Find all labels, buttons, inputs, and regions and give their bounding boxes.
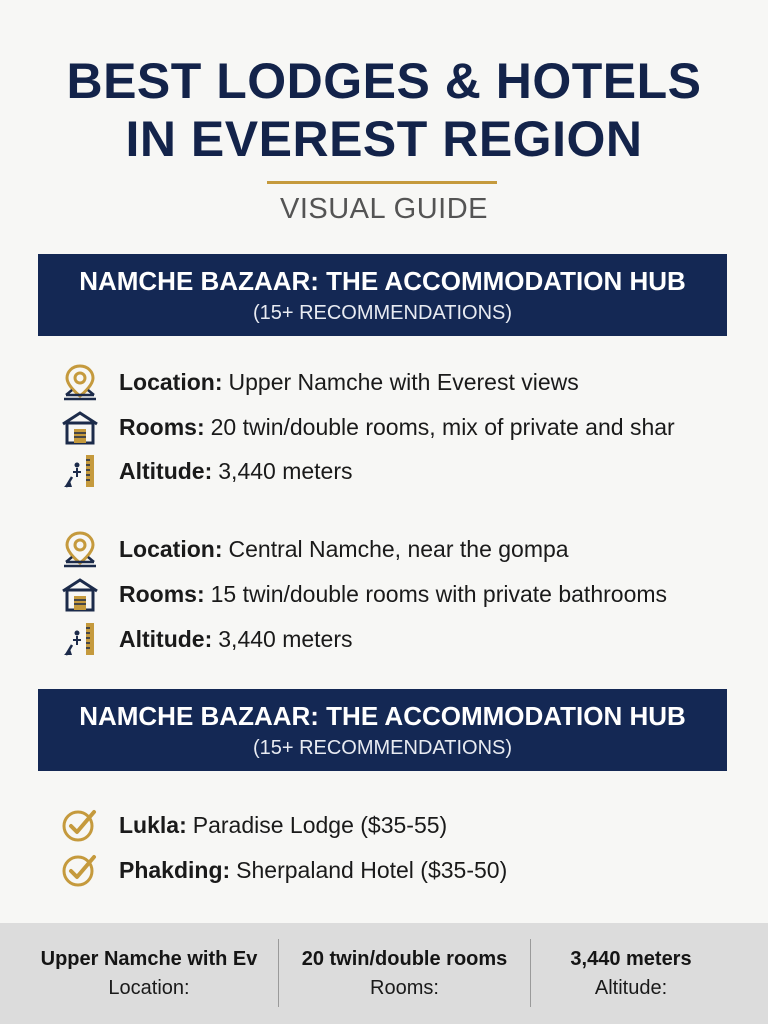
lodge-2-rooms: Rooms: 15 twin/double rooms with private bathrooms	[60, 576, 667, 612]
lodge-1-location: Location: Upper Namche with Everest views	[60, 364, 579, 400]
altitude-icon	[60, 453, 100, 489]
lodge-icon	[60, 576, 100, 612]
altitude-icon	[60, 621, 100, 657]
checkmark-icon	[60, 852, 100, 888]
lodge-2-altitude: Altitude: 3,440 meters	[60, 621, 353, 657]
section-heading: NAMCHE BAZAAR: THE ACCOMMODATION HUB	[79, 266, 686, 296]
title-line-2: IN EVEREST REGION	[125, 111, 643, 167]
lodge-1-rooms: Rooms: 20 twin/double rooms, mix of private and shar	[60, 409, 675, 445]
section-banner-1	[38, 254, 727, 336]
footer-rooms: 20 twin/double rooms Rooms:	[301, 948, 508, 999]
lodge-2-location: Location: Central Namche, near the gompa	[60, 531, 569, 567]
title-divider	[267, 181, 497, 184]
footer-location: Upper Namche with Ev Location:	[40, 948, 258, 999]
checkmark-icon	[60, 807, 100, 843]
section-heading: NAMCHE BAZAAR: THE ACCOMMODATION HUB	[79, 701, 686, 731]
section-subheading: (15+ RECOMMENDATIONS)	[252, 737, 513, 759]
title-line-1: BEST LODGES & HOTELS	[66, 53, 702, 109]
checklist-item-lukla: Lukla: Paradise Lodge ($35-55)	[60, 807, 447, 843]
lodge-1-altitude: Altitude: 3,440 meters	[60, 453, 353, 489]
section-subheading: (15+ RECOMMENDATIONS)	[252, 302, 513, 324]
summary-footer	[0, 923, 768, 1024]
section-banner-2	[38, 689, 727, 771]
checklist-item-phakding: Phakding: Sherpaland Hotel ($35-50)	[60, 852, 507, 888]
map-pin-icon	[60, 531, 100, 567]
subtitle: VISUAL GUIDE	[280, 193, 488, 225]
map-pin-icon	[60, 364, 100, 400]
footer-altitude: 3,440 meters Altitude:	[570, 948, 692, 999]
lodge-icon	[60, 409, 100, 445]
page-title	[0, 52, 768, 168]
